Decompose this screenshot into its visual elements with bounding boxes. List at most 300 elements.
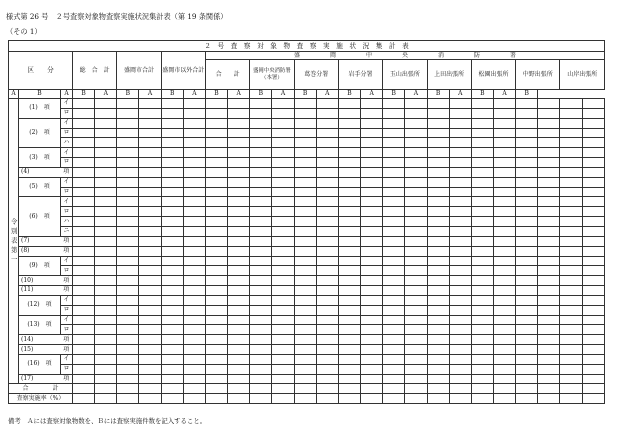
data-cell [361, 354, 383, 364]
data-cell [361, 99, 383, 109]
data-cell [161, 197, 183, 207]
data-cell [294, 187, 316, 197]
data-cell [294, 128, 316, 138]
data-cell [560, 217, 582, 227]
data-cell [73, 207, 95, 217]
data-cell [205, 167, 227, 177]
data-cell [383, 236, 405, 246]
data-cell [139, 325, 161, 335]
data-cell [139, 364, 161, 374]
data-cell [560, 207, 582, 217]
data-cell [538, 177, 560, 187]
row-group-label: (17) [19, 374, 61, 384]
data-cell [183, 286, 205, 296]
data-cell [493, 158, 515, 168]
data-cell [582, 99, 605, 109]
data-cell [361, 197, 383, 207]
data-cell [493, 335, 515, 345]
data-cell [73, 128, 95, 138]
data-cell [228, 315, 250, 325]
data-cell [117, 226, 139, 236]
data-cell [183, 295, 205, 305]
data-cell [493, 167, 515, 177]
data-cell [272, 236, 294, 246]
data-cell [361, 118, 383, 128]
data-cell [361, 266, 383, 276]
data-cell [560, 197, 582, 207]
data-cell [516, 374, 538, 384]
data-cell [73, 335, 95, 345]
ab-label: B [19, 90, 61, 99]
data-cell [250, 325, 272, 335]
data-cell [493, 305, 515, 315]
data-cell [560, 128, 582, 138]
data-cell [538, 315, 560, 325]
header-station-2: 葛巻分署 [294, 60, 338, 90]
data-cell [383, 335, 405, 345]
data-cell [560, 325, 582, 335]
rate-cell [493, 394, 515, 404]
data-cell [427, 158, 449, 168]
data-cell [73, 118, 95, 128]
data-cell [338, 207, 360, 217]
data-cell [538, 286, 560, 296]
row-sub-label: 項 [61, 345, 73, 355]
data-cell [250, 99, 272, 109]
data-cell [73, 354, 95, 364]
row-sub-label: イ [61, 148, 73, 158]
data-cell [338, 158, 360, 168]
data-cell [316, 148, 338, 158]
data-cell [449, 286, 471, 296]
data-cell [405, 118, 427, 128]
data-cell [449, 138, 471, 148]
data-cell [183, 138, 205, 148]
ab-label: B [161, 90, 183, 99]
data-cell [471, 236, 493, 246]
data-cell [183, 266, 205, 276]
data-cell [272, 108, 294, 118]
data-cell [73, 177, 95, 187]
data-cell [383, 276, 405, 286]
row-sub-label: イ [61, 256, 73, 266]
data-cell [560, 305, 582, 315]
data-cell [338, 315, 360, 325]
row-sub-label: イ [61, 295, 73, 305]
data-cell [582, 286, 605, 296]
data-cell [582, 236, 605, 246]
data-cell [449, 266, 471, 276]
data-cell [516, 305, 538, 315]
data-cell [183, 276, 205, 286]
row-group-label: (14) [19, 335, 61, 345]
data-cell [228, 118, 250, 128]
header-station-6: 松園出張所 [471, 60, 515, 90]
data-cell [516, 325, 538, 335]
data-cell [471, 335, 493, 345]
total-cell [582, 384, 605, 394]
row-sub-label: ハ [61, 217, 73, 227]
data-cell [73, 305, 95, 315]
data-cell [405, 197, 427, 207]
data-cell [427, 138, 449, 148]
total-cell [361, 384, 383, 394]
row-sub-label: 項 [61, 246, 73, 256]
data-cell [205, 138, 227, 148]
data-cell [338, 286, 360, 296]
data-cell [250, 374, 272, 384]
data-cell [383, 217, 405, 227]
data-cell [117, 118, 139, 128]
data-cell [427, 197, 449, 207]
data-cell [139, 335, 161, 345]
data-cell [538, 167, 560, 177]
rate-cell [449, 394, 471, 404]
data-cell [493, 295, 515, 305]
rate-cell [538, 394, 560, 404]
data-cell [205, 345, 227, 355]
data-cell [139, 305, 161, 315]
data-cell [338, 197, 360, 207]
header-station-4: 玉山出張所 [383, 60, 427, 90]
data-cell [183, 236, 205, 246]
data-cell [95, 335, 117, 345]
data-cell [516, 118, 538, 128]
data-cell [250, 197, 272, 207]
data-cell [205, 266, 227, 276]
data-cell [250, 315, 272, 325]
data-cell [449, 256, 471, 266]
data-cell [493, 236, 515, 246]
data-cell [139, 128, 161, 138]
data-cell [183, 217, 205, 227]
total-cell [73, 384, 95, 394]
data-cell [161, 226, 183, 236]
data-cell [205, 207, 227, 217]
data-cell [250, 118, 272, 128]
data-cell [471, 345, 493, 355]
data-cell [294, 118, 316, 128]
data-cell [117, 236, 139, 246]
data-cell [538, 217, 560, 227]
ab-label: A [95, 90, 117, 99]
data-cell [117, 99, 139, 109]
ab-label: A [9, 90, 19, 99]
data-cell [117, 138, 139, 148]
data-cell [139, 187, 161, 197]
data-cell [383, 108, 405, 118]
ab-label: B [516, 90, 538, 99]
data-cell [95, 236, 117, 246]
data-cell [205, 374, 227, 384]
data-cell [383, 207, 405, 217]
data-cell [449, 128, 471, 138]
data-cell [205, 148, 227, 158]
data-cell [117, 128, 139, 138]
data-cell [560, 187, 582, 197]
data-cell [405, 295, 427, 305]
data-cell [427, 354, 449, 364]
row-sub-label: ニ [61, 226, 73, 236]
data-cell [250, 345, 272, 355]
total-label: 合 計 [9, 384, 73, 394]
data-cell [294, 236, 316, 246]
data-cell [205, 108, 227, 118]
rate-cell [383, 394, 405, 404]
rate-cell [205, 394, 227, 404]
data-cell [383, 286, 405, 296]
data-cell [117, 187, 139, 197]
data-cell [560, 364, 582, 374]
data-cell [538, 305, 560, 315]
data-cell [139, 286, 161, 296]
data-cell [139, 99, 161, 109]
data-cell [95, 128, 117, 138]
data-cell [582, 354, 605, 364]
data-cell [538, 354, 560, 364]
data-cell [95, 325, 117, 335]
data-cell [161, 266, 183, 276]
data-cell [405, 99, 427, 109]
data-cell [205, 158, 227, 168]
data-cell [139, 197, 161, 207]
header-fire-department: 盛 岡 中 央 消 防 署 [205, 52, 604, 60]
data-cell [582, 335, 605, 345]
data-cell [272, 305, 294, 315]
data-cell [316, 335, 338, 345]
data-cell [205, 177, 227, 187]
data-cell [560, 315, 582, 325]
data-cell [139, 167, 161, 177]
row-sub-label: ロ [61, 305, 73, 315]
data-cell [117, 364, 139, 374]
data-cell [95, 246, 117, 256]
data-cell [449, 354, 471, 364]
row-sub-label: 項 [61, 276, 73, 286]
data-cell [493, 354, 515, 364]
data-cell [449, 167, 471, 177]
data-cell [272, 345, 294, 355]
data-cell [272, 335, 294, 345]
data-cell [405, 266, 427, 276]
data-cell [316, 187, 338, 197]
header-station-7: 中野出張所 [516, 60, 560, 90]
data-cell [427, 226, 449, 236]
data-cell [250, 226, 272, 236]
data-cell [316, 108, 338, 118]
data-cell [427, 99, 449, 109]
data-cell [471, 158, 493, 168]
data-cell [516, 207, 538, 217]
data-cell [427, 246, 449, 256]
row-sub-label: ロ [61, 325, 73, 335]
data-cell [427, 207, 449, 217]
data-cell [405, 226, 427, 236]
data-cell [73, 295, 95, 305]
data-cell [95, 266, 117, 276]
data-cell [228, 167, 250, 177]
row-sub-label: ロ [61, 128, 73, 138]
row-sub-label: イ [61, 354, 73, 364]
data-cell [139, 256, 161, 266]
data-cell [516, 148, 538, 158]
data-cell [250, 354, 272, 364]
data-cell [449, 177, 471, 187]
data-cell [449, 226, 471, 236]
data-cell [228, 207, 250, 217]
data-cell [161, 128, 183, 138]
data-cell [139, 276, 161, 286]
data-cell [582, 266, 605, 276]
data-cell [95, 197, 117, 207]
data-cell [493, 266, 515, 276]
rate-cell [316, 394, 338, 404]
data-cell [471, 207, 493, 217]
data-cell [361, 315, 383, 325]
data-cell [427, 374, 449, 384]
row-sub-label: ロ [61, 108, 73, 118]
data-cell [471, 118, 493, 128]
data-cell [117, 158, 139, 168]
data-cell [250, 335, 272, 345]
data-cell [405, 256, 427, 266]
data-cell [272, 217, 294, 227]
data-cell [493, 177, 515, 187]
data-cell [272, 158, 294, 168]
data-cell [405, 325, 427, 335]
rate-cell [427, 394, 449, 404]
header-station-3: 岩手分署 [338, 60, 382, 90]
data-cell [405, 207, 427, 217]
data-cell [560, 158, 582, 168]
total-cell [383, 384, 405, 394]
data-cell [471, 217, 493, 227]
data-cell [294, 177, 316, 187]
data-cell [183, 325, 205, 335]
data-cell [316, 226, 338, 236]
data-cell [183, 315, 205, 325]
data-cell [493, 276, 515, 286]
data-cell [117, 276, 139, 286]
data-cell [139, 226, 161, 236]
data-cell [582, 295, 605, 305]
data-cell [427, 286, 449, 296]
data-cell [73, 374, 95, 384]
rate-label: 査察実施率（%） [9, 394, 73, 404]
data-cell [582, 148, 605, 158]
data-cell [383, 354, 405, 364]
data-cell [582, 276, 605, 286]
data-cell [338, 256, 360, 266]
ab-label: B [205, 90, 227, 99]
total-cell [560, 384, 582, 394]
data-cell [139, 177, 161, 187]
data-cell [560, 99, 582, 109]
data-cell [427, 276, 449, 286]
data-cell [73, 99, 95, 109]
data-cell [383, 138, 405, 148]
data-cell [183, 335, 205, 345]
data-cell [316, 364, 338, 374]
data-cell [338, 236, 360, 246]
data-cell [361, 374, 383, 384]
data-cell [427, 148, 449, 158]
data-cell [405, 315, 427, 325]
data-cell [449, 305, 471, 315]
data-cell [338, 138, 360, 148]
data-cell [405, 305, 427, 315]
row-group-label: (9) 項 [19, 256, 61, 276]
data-cell [294, 246, 316, 256]
data-cell [161, 345, 183, 355]
row-sub-label: イ [61, 315, 73, 325]
data-cell [361, 217, 383, 227]
data-cell [294, 354, 316, 364]
data-cell [205, 364, 227, 374]
row-group-label: (1) 項 [19, 99, 61, 119]
data-cell [516, 276, 538, 286]
data-cell [272, 364, 294, 374]
data-cell [427, 295, 449, 305]
data-cell [228, 99, 250, 109]
data-cell [449, 118, 471, 128]
data-cell [183, 345, 205, 355]
data-cell [516, 236, 538, 246]
data-cell [560, 354, 582, 364]
data-cell [294, 99, 316, 109]
data-cell [250, 266, 272, 276]
data-cell [73, 167, 95, 177]
data-cell [560, 236, 582, 246]
data-cell [294, 295, 316, 305]
data-cell [272, 167, 294, 177]
data-cell [471, 138, 493, 148]
data-cell [316, 118, 338, 128]
data-cell [560, 286, 582, 296]
data-cell [560, 246, 582, 256]
data-cell [228, 128, 250, 138]
data-cell [560, 276, 582, 286]
data-cell [272, 197, 294, 207]
data-cell [250, 128, 272, 138]
data-cell [582, 364, 605, 374]
rate-cell [294, 394, 316, 404]
total-cell [139, 384, 161, 394]
data-cell [493, 207, 515, 217]
rate-cell [405, 394, 427, 404]
row-sub-label: イ [61, 197, 73, 207]
data-cell [538, 345, 560, 355]
data-cell [361, 335, 383, 345]
data-cell [272, 148, 294, 158]
data-cell [582, 138, 605, 148]
data-cell [316, 167, 338, 177]
data-cell [383, 374, 405, 384]
data-cell [272, 138, 294, 148]
rate-cell [228, 394, 250, 404]
data-cell [361, 295, 383, 305]
data-cell [316, 305, 338, 315]
data-cell [471, 266, 493, 276]
data-cell [139, 295, 161, 305]
data-cell [427, 335, 449, 345]
data-cell [516, 217, 538, 227]
data-cell [205, 99, 227, 109]
data-cell [538, 374, 560, 384]
data-cell [538, 207, 560, 217]
data-cell [361, 226, 383, 236]
data-cell [405, 148, 427, 158]
